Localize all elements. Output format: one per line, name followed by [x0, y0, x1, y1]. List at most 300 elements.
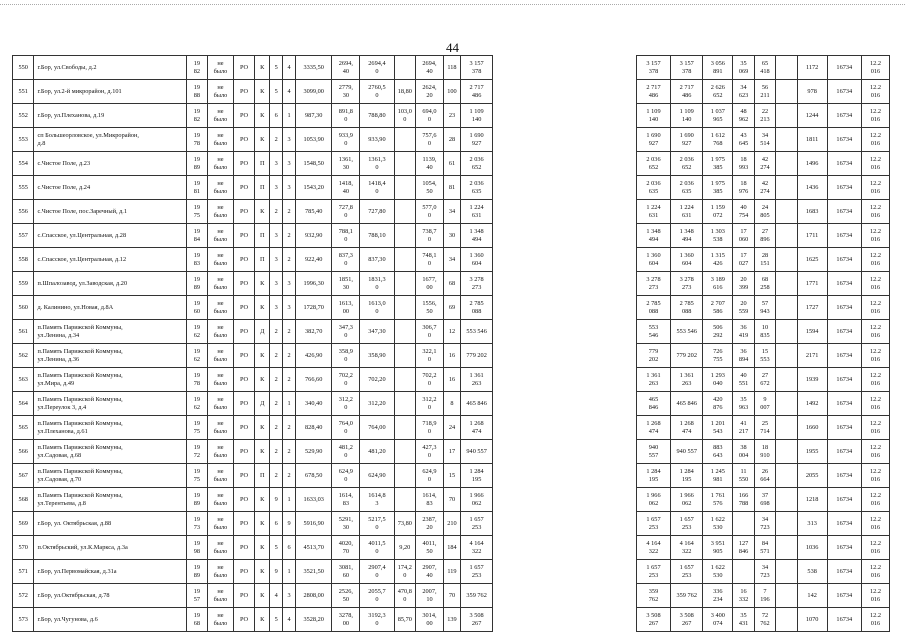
cell-c9: 12.2 016 — [861, 416, 889, 440]
cell-a4: 1614, 83 — [416, 488, 444, 512]
cell-prev: не было — [208, 56, 234, 80]
cell-c1: 1 224 631 — [461, 200, 493, 224]
cell-c6: 9 007 — [754, 392, 775, 416]
cell-a2: 2907,4 0 — [360, 560, 394, 584]
cell-addr: г.Бор, ул. Октябрьская, д.88 — [34, 512, 186, 536]
cell-c6: 42 274 — [754, 152, 775, 176]
cell-a1: 2694, 40 — [332, 56, 360, 80]
cell-addr: п.Шпалозавод, ул.Заводская, д.20 — [34, 272, 186, 296]
cell-a2: 788,80 — [360, 104, 394, 128]
spacer-cell — [493, 368, 637, 392]
cell-fund: РО — [233, 368, 254, 392]
spacer-cell — [493, 224, 637, 248]
cell-a3 — [394, 272, 415, 296]
cell-c2: 2 036 635 — [636, 176, 670, 200]
cell-c8: 16734 — [827, 152, 861, 176]
cell-c9: 12.2 016 — [861, 80, 889, 104]
cell-c6: 37 698 — [754, 488, 775, 512]
table-row — [13, 392, 890, 416]
cell-a2: 1418,4 0 — [360, 176, 394, 200]
cell-c4: 3 400 074 — [703, 608, 733, 632]
cell-c2: 1 657 253 — [636, 512, 670, 536]
cell-fl: 3 — [270, 176, 283, 200]
cell-fl: 2 — [270, 416, 283, 440]
cell-fl: 3 — [270, 272, 283, 296]
cell-c5: 43 645 — [733, 128, 754, 152]
cell-a2: 2055,7 0 — [360, 584, 394, 608]
spacer-cell — [493, 56, 637, 80]
cell-area: 340,40 — [295, 392, 331, 416]
cell-ent: 2 — [283, 248, 296, 272]
cell-c5: 127 846 — [733, 536, 754, 560]
cell-a3: 174,2 0 — [394, 560, 415, 584]
cell-addr: с.Спасское, ул.Центральная, д.12 — [34, 248, 186, 272]
cell-year: 19 78 — [186, 128, 207, 152]
cell-fund: РО — [233, 104, 254, 128]
cell-c3: 2 785 088 — [671, 296, 703, 320]
cell-fund: РО — [233, 128, 254, 152]
spacer-cell — [493, 152, 637, 176]
cell-addr: п.Память Парижской Коммуны, ул.Плеханова, д.61 — [34, 416, 186, 440]
empty-cell — [776, 248, 797, 272]
cell-prev: не было — [208, 512, 234, 536]
cell-n: 558 — [13, 248, 34, 272]
cell-c9: 12.2 016 — [861, 200, 889, 224]
cell-c9: 12.2 016 — [861, 224, 889, 248]
cell-a2: 764,00 — [360, 416, 394, 440]
table-row — [13, 152, 890, 176]
cell-year: 19 62 — [186, 392, 207, 416]
cell-year: 19 75 — [186, 416, 207, 440]
cell-a4: 748,1 0 — [416, 248, 444, 272]
cell-fund: РО — [233, 200, 254, 224]
cell-c4: 1 622 530 — [703, 560, 733, 584]
cell-c8: 16734 — [827, 440, 861, 464]
cell-a1: 1418, 40 — [332, 176, 360, 200]
cell-c9: 12.2 016 — [861, 344, 889, 368]
cell-c7: 2171 — [797, 344, 827, 368]
cell-mat: К — [255, 56, 270, 80]
cell-fl: 5 — [270, 536, 283, 560]
cell-prev: не было — [208, 584, 234, 608]
cell-c1: 1 348 494 — [461, 224, 493, 248]
spacer-cell — [493, 104, 637, 128]
cell-c7: 978 — [797, 80, 827, 104]
cell-fl: 4 — [270, 584, 283, 608]
empty-cell — [776, 152, 797, 176]
cell-c9: 12.2 016 — [861, 368, 889, 392]
cell-area: 1728,70 — [295, 296, 331, 320]
cell-res: 61 — [443, 152, 460, 176]
cell-c6: 27 672 — [754, 368, 775, 392]
cell-c4: 420 876 — [703, 392, 733, 416]
cell-addr: д. Калинино, ул.Новая, д.8А — [34, 296, 186, 320]
cell-fund: РО — [233, 488, 254, 512]
cell-res: 139 — [443, 608, 460, 632]
cell-res: 34 — [443, 200, 460, 224]
cell-c4: 1 761 576 — [703, 488, 733, 512]
cell-a4: 738,7 0 — [416, 224, 444, 248]
cell-c5: 40 754 — [733, 200, 754, 224]
empty-cell — [776, 296, 797, 320]
cell-c3: 3 157 378 — [671, 56, 703, 80]
cell-c2: 1 361 263 — [636, 368, 670, 392]
cell-fund: РО — [233, 560, 254, 584]
cell-c9: 12.2 016 — [861, 248, 889, 272]
cell-a3 — [394, 344, 415, 368]
cell-a2: 2694,4 0 — [360, 56, 394, 80]
empty-cell — [776, 488, 797, 512]
cell-ent: 2 — [283, 440, 296, 464]
cell-a2: 347,30 — [360, 320, 394, 344]
cell-c7: 313 — [797, 512, 827, 536]
cell-c3: 4 164 322 — [671, 536, 703, 560]
cell-ent: 2 — [283, 368, 296, 392]
cell-fl: 5 — [270, 608, 283, 632]
cell-a2: 358,90 — [360, 344, 394, 368]
cell-addr: с.Чистое Поле, д.23 — [34, 152, 186, 176]
cell-year: 19 82 — [186, 104, 207, 128]
cell-prev: не было — [208, 464, 234, 488]
cell-c6: 34 514 — [754, 128, 775, 152]
cell-c6: 68 258 — [754, 272, 775, 296]
cell-addr: г.Бор, ул.2-й микрорайон, д.101 — [34, 80, 186, 104]
cell-a4: 1139, 40 — [416, 152, 444, 176]
cell-a1: 3278, 00 — [332, 608, 360, 632]
cell-c8: 16734 — [827, 272, 861, 296]
spacer-cell — [493, 488, 637, 512]
cell-c8: 16734 — [827, 344, 861, 368]
cell-c5 — [733, 512, 754, 536]
cell-c6: 27 896 — [754, 224, 775, 248]
cell-c7: 538 — [797, 560, 827, 584]
cell-c1: 1 109 140 — [461, 104, 493, 128]
cell-c9: 12.2 016 — [861, 440, 889, 464]
cell-ent: 4 — [283, 56, 296, 80]
cell-c7: 1727 — [797, 296, 827, 320]
spacer-cell — [493, 392, 637, 416]
cell-res: 69 — [443, 296, 460, 320]
cell-c2: 1 966 062 — [636, 488, 670, 512]
cell-addr: с.Чистое Поле, д.24 — [34, 176, 186, 200]
cell-mat: К — [255, 80, 270, 104]
cell-c3: 2 036 652 — [671, 152, 703, 176]
cell-c5: 36 894 — [733, 344, 754, 368]
cell-c8: 16734 — [827, 320, 861, 344]
cell-area: 828,40 — [295, 416, 331, 440]
cell-prev: не было — [208, 320, 234, 344]
cell-res: 100 — [443, 80, 460, 104]
cell-c5: 20 399 — [733, 272, 754, 296]
cell-c3: 2 036 635 — [671, 176, 703, 200]
cell-c7: 1939 — [797, 368, 827, 392]
cell-mat: К — [255, 296, 270, 320]
cell-fund: РО — [233, 272, 254, 296]
cell-fund: РО — [233, 80, 254, 104]
cell-year: 19 84 — [186, 224, 207, 248]
cell-c7: 2055 — [797, 464, 827, 488]
cell-c1: 3 278 273 — [461, 272, 493, 296]
cell-a3: 85,70 — [394, 608, 415, 632]
cell-c4: 3 056 891 — [703, 56, 733, 80]
cell-a3 — [394, 176, 415, 200]
cell-a4: 1054, 50 — [416, 176, 444, 200]
cell-prev: не было — [208, 392, 234, 416]
cell-c1: 1 657 253 — [461, 560, 493, 584]
table-row — [13, 296, 890, 320]
cell-c8: 16734 — [827, 584, 861, 608]
cell-prev: не было — [208, 416, 234, 440]
cell-a1: 5291, 30 — [332, 512, 360, 536]
cell-c2: 1 109 140 — [636, 104, 670, 128]
cell-c3: 1 109 140 — [671, 104, 703, 128]
cell-ent: 1 — [283, 104, 296, 128]
cell-area: 382,70 — [295, 320, 331, 344]
cell-a3 — [394, 128, 415, 152]
cell-addr: п.Память Парижской Коммуны, ул.Садовая, д.70 — [34, 464, 186, 488]
cell-a4: 312,2 0 — [416, 392, 444, 416]
cell-year: 19 62 — [186, 344, 207, 368]
cell-c2: 553 546 — [636, 320, 670, 344]
cell-ent: 1 — [283, 392, 296, 416]
cell-addr: сп Большеорловское, ул.Микрорайон, д.8 — [34, 128, 186, 152]
cell-a1: 933,9 0 — [332, 128, 360, 152]
cell-c4: 1 975 385 — [703, 152, 733, 176]
cell-addr: п.Память Парижской Коммуны, ул.Садовая, д.68 — [34, 440, 186, 464]
cell-prev: не было — [208, 248, 234, 272]
table-row — [13, 248, 890, 272]
cell-a1: 312,2 0 — [332, 392, 360, 416]
cell-a3: 18,80 — [394, 80, 415, 104]
cell-c7: 1172 — [797, 56, 827, 80]
cell-ent: 4 — [283, 80, 296, 104]
cell-addr: г.Бор, ул.Октябрьская, д.78 — [34, 584, 186, 608]
cell-c4: 1 622 530 — [703, 512, 733, 536]
table-row — [13, 464, 890, 488]
cell-c8: 16734 — [827, 560, 861, 584]
empty-cell — [776, 200, 797, 224]
cell-c8: 16734 — [827, 488, 861, 512]
cell-year: 19 73 — [186, 512, 207, 536]
cell-a3 — [394, 248, 415, 272]
cell-c2: 779 202 — [636, 344, 670, 368]
cell-c4: 2 707 586 — [703, 296, 733, 320]
cell-c9: 12.2 016 — [861, 152, 889, 176]
cell-c2: 2 036 652 — [636, 152, 670, 176]
cell-fund: РО — [233, 56, 254, 80]
cell-c1: 553 546 — [461, 320, 493, 344]
cell-c1: 2 036 652 — [461, 152, 493, 176]
table-row — [13, 344, 890, 368]
cell-c9: 12.2 016 — [861, 560, 889, 584]
cell-fl: 2 — [270, 200, 283, 224]
empty-cell — [776, 56, 797, 80]
cell-fund: РО — [233, 512, 254, 536]
cell-a2: 1614,8 3 — [360, 488, 394, 512]
cell-c1: 3 508 267 — [461, 608, 493, 632]
cell-c8: 16734 — [827, 296, 861, 320]
cell-a3 — [394, 296, 415, 320]
cell-mat: К — [255, 560, 270, 584]
cell-c5: 40 551 — [733, 368, 754, 392]
cell-a1: 1613, 00 — [332, 296, 360, 320]
cell-addr: г.Бор, ул.Первомайская, д.31а — [34, 560, 186, 584]
table-row — [13, 536, 890, 560]
table-row — [13, 176, 890, 200]
cell-c3: 1 361 263 — [671, 368, 703, 392]
cell-fund: РО — [233, 416, 254, 440]
cell-fund: РО — [233, 392, 254, 416]
cell-a2: 2760,5 0 — [360, 80, 394, 104]
cell-c8: 16734 — [827, 200, 861, 224]
cell-prev: не было — [208, 344, 234, 368]
cell-c7: 1811 — [797, 128, 827, 152]
cell-c8: 16734 — [827, 80, 861, 104]
cell-ent: 9 — [283, 512, 296, 536]
cell-ent: 2 — [283, 200, 296, 224]
cell-year: 19 82 — [186, 56, 207, 80]
cell-c3: 1 690 927 — [671, 128, 703, 152]
empty-cell — [776, 176, 797, 200]
cell-mat: К — [255, 416, 270, 440]
cell-fl: 2 — [270, 128, 283, 152]
cell-mat: П — [255, 224, 270, 248]
cell-fund: РО — [233, 440, 254, 464]
table-row — [13, 56, 890, 80]
spacer-cell — [493, 536, 637, 560]
cell-c2: 1 224 631 — [636, 200, 670, 224]
empty-cell — [776, 320, 797, 344]
cell-n: 568 — [13, 488, 34, 512]
cell-a4: 1677, 00 — [416, 272, 444, 296]
cell-year: 19 89 — [186, 272, 207, 296]
cell-c4: 2 626 652 — [703, 80, 733, 104]
cell-c2: 1 657 253 — [636, 560, 670, 584]
cell-a4: 2907, 40 — [416, 560, 444, 584]
cell-c6: 42 274 — [754, 176, 775, 200]
cell-area: 922,40 — [295, 248, 331, 272]
cell-area: 3335,50 — [295, 56, 331, 80]
cell-n: 559 — [13, 272, 34, 296]
cell-c6: 34 723 — [754, 560, 775, 584]
cell-c8: 16734 — [827, 536, 861, 560]
cell-area: 1996,30 — [295, 272, 331, 296]
cell-c5: 11 550 — [733, 464, 754, 488]
cell-c9: 12.2 016 — [861, 272, 889, 296]
cell-c6: 72 762 — [754, 608, 775, 632]
cell-c1: 4 164 322 — [461, 536, 493, 560]
cell-a2: 312,20 — [360, 392, 394, 416]
cell-fl: 9 — [270, 560, 283, 584]
cell-c1: 3 157 378 — [461, 56, 493, 80]
empty-cell — [776, 536, 797, 560]
cell-a4: 306,7 0 — [416, 320, 444, 344]
cell-c8: 16734 — [827, 104, 861, 128]
cell-ent: 2 — [283, 320, 296, 344]
cell-c7: 1660 — [797, 416, 827, 440]
cell-c6: 28 151 — [754, 248, 775, 272]
cell-c5: 18 993 — [733, 152, 754, 176]
cell-c3: 359 762 — [671, 584, 703, 608]
empty-cell — [776, 272, 797, 296]
spacer-cell — [493, 200, 637, 224]
cell-fund: РО — [233, 296, 254, 320]
cell-res: 17 — [443, 440, 460, 464]
spacer-cell — [493, 272, 637, 296]
cell-c1: 1 268 474 — [461, 416, 493, 440]
cell-c9: 12.2 016 — [861, 464, 889, 488]
cell-a1: 1851, 30 — [332, 272, 360, 296]
cell-a4: 322,1 0 — [416, 344, 444, 368]
cell-addr: п.Октябрьский, ул.К.Маркса, д.3а — [34, 536, 186, 560]
cell-c5: 48 962 — [733, 104, 754, 128]
cell-c3: 1 657 253 — [671, 560, 703, 584]
cell-res: 118 — [443, 56, 460, 80]
cell-c5: 16 332 — [733, 584, 754, 608]
cell-c4: 883 643 — [703, 440, 733, 464]
cell-a2: 1831,3 0 — [360, 272, 394, 296]
empty-cell — [776, 224, 797, 248]
cell-c3: 1 966 062 — [671, 488, 703, 512]
cell-n: 565 — [13, 416, 34, 440]
cell-c2: 2 785 088 — [636, 296, 670, 320]
empty-cell — [776, 512, 797, 536]
cell-a1: 2779, 30 — [332, 80, 360, 104]
cell-fund: РО — [233, 464, 254, 488]
cell-res: 70 — [443, 584, 460, 608]
cell-mat: К — [255, 272, 270, 296]
cell-fl: 3 — [270, 248, 283, 272]
cell-c2: 4 164 322 — [636, 536, 670, 560]
cell-c1: 779 202 — [461, 344, 493, 368]
cell-c4: 1 159 072 — [703, 200, 733, 224]
cell-n: 551 — [13, 80, 34, 104]
cell-mat: К — [255, 128, 270, 152]
cell-c5: 38 004 — [733, 440, 754, 464]
cell-a2: 1361,3 0 — [360, 152, 394, 176]
cell-area: 766,60 — [295, 368, 331, 392]
cell-c2: 1 690 927 — [636, 128, 670, 152]
cell-a4: 2624, 20 — [416, 80, 444, 104]
cell-c4: 506 292 — [703, 320, 733, 344]
cell-c6: 18 910 — [754, 440, 775, 464]
cell-area: 678,50 — [295, 464, 331, 488]
cell-res: 119 — [443, 560, 460, 584]
cell-c1: 1 690 927 — [461, 128, 493, 152]
cell-a4: 577,0 0 — [416, 200, 444, 224]
table-row — [13, 608, 890, 632]
cell-c9: 12.2 016 — [861, 56, 889, 80]
cell-n: 557 — [13, 224, 34, 248]
cell-c8: 16734 — [827, 368, 861, 392]
cell-c9: 12.2 016 — [861, 392, 889, 416]
cell-c7: 1955 — [797, 440, 827, 464]
cell-a1: 2526, 50 — [332, 584, 360, 608]
cell-mat: П — [255, 464, 270, 488]
cell-addr: г.Бор, ул.Плеханова, д.19 — [34, 104, 186, 128]
cell-c7: 142 — [797, 584, 827, 608]
cell-a4: 3014, 00 — [416, 608, 444, 632]
cell-a4: 702,2 0 — [416, 368, 444, 392]
cell-fund: РО — [233, 344, 254, 368]
housing-registry-table — [12, 55, 890, 632]
cell-ent: 1 — [283, 488, 296, 512]
cell-a1: 347,3 0 — [332, 320, 360, 344]
cell-c9: 12.2 016 — [861, 128, 889, 152]
cell-c4: 726 755 — [703, 344, 733, 368]
cell-c7: 1625 — [797, 248, 827, 272]
cell-year: 19 68 — [186, 608, 207, 632]
